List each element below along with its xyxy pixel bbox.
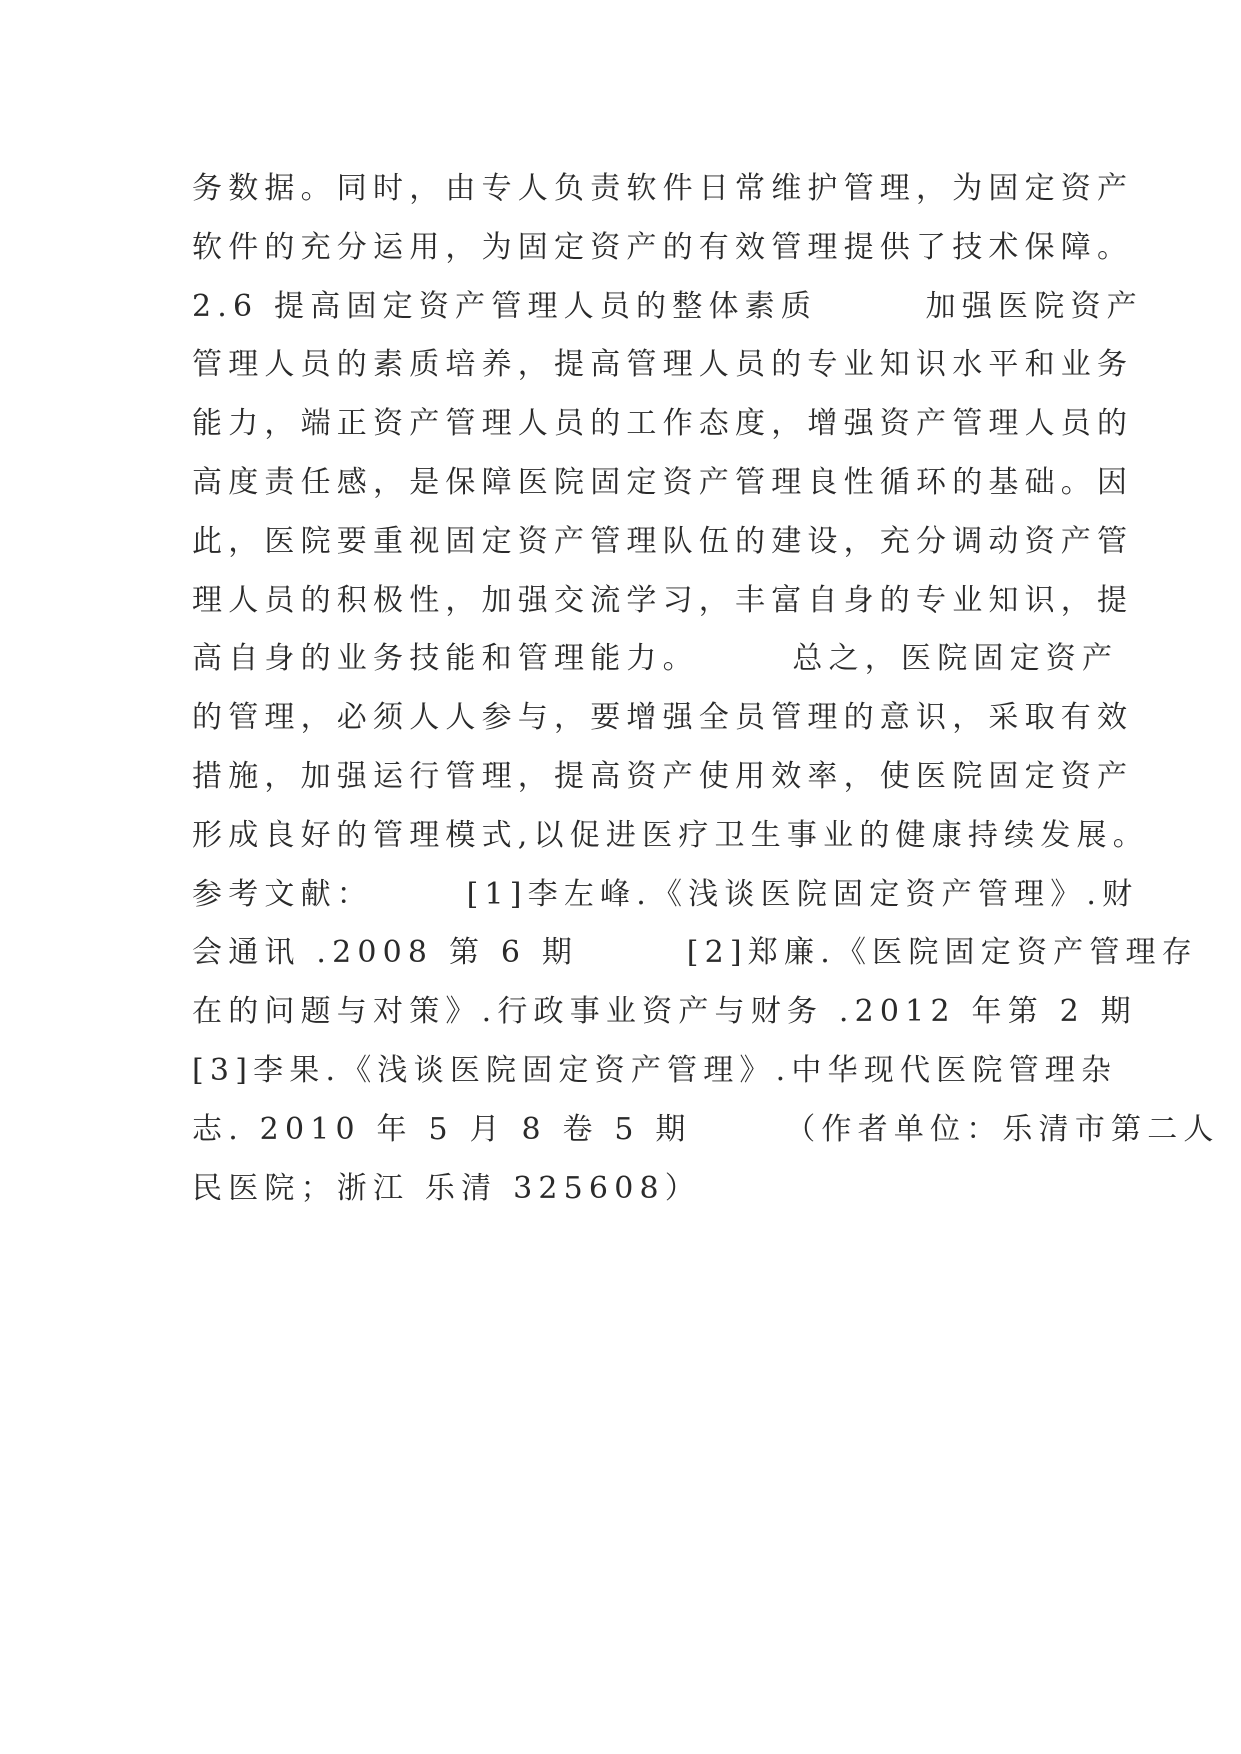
text-line: 管理人员的素质培养，提高管理人员的专业知识水平和业务 — [192, 347, 1134, 383]
text-line: 务数据。同时，由专人负责软件日常维护管理，为固定资产 — [192, 171, 1134, 206]
text-line: 的管理，必须人人参与，要增强全员管理的意识，采取有效 — [192, 700, 1134, 736]
text-line: 高度责任感，是保障医院固定资产管理良性循环的基础。因 — [192, 464, 1134, 500]
author-affiliation-line: 民医院；浙江 乐清 325608） — [192, 1170, 701, 1206]
text-line: 能力，端正资产管理人员的工作态度，增强资产管理人员的 — [192, 406, 1134, 442]
text-line: 此，医院要重视固定资产管理队伍的建设，充分调动资产管 — [192, 523, 1134, 559]
section-heading-line: 2.6 提高固定资产管理人员的整体素质 加强医院资产 — [192, 288, 1143, 324]
references-line: [3]李果.《浅谈医院固定资产管理》.中华现代医院管理杂 — [192, 1052, 1118, 1088]
text-line: 高自身的业务技能和管理能力。 总之，医院固定资产 — [192, 641, 1119, 677]
text-line: 理人员的积极性，加强交流学习，丰富自身的专业知识，提 — [192, 582, 1134, 618]
body-text — [192, 160, 1220, 1218]
references-line: 会通讯 .2008 第 6 期 [2]郑廉.《医院固定资产管理存 — [192, 935, 1198, 971]
references-line: 参考文献： [1]李左峰.《浅谈医院固定资产管理》.财 — [192, 876, 1139, 912]
text-line: 形成良好的管理模式,以促进医疗卫生事业的健康持续发展。 — [192, 817, 1149, 853]
text-line: 软件的充分运用，为固定资产的有效管理提供了技术保障。 — [192, 229, 1134, 265]
text-line: 措施，加强运行管理，提高资产使用效率，使医院固定资产 — [192, 758, 1134, 794]
references-line: 在的问题与对策》.行政事业资产与财务 .2012 年第 2 期 — [192, 994, 1137, 1030]
author-affiliation-line: 志. 2010 年 5 月 8 卷 5 期 （作者单位：乐清市第二人 — [192, 1111, 1220, 1147]
